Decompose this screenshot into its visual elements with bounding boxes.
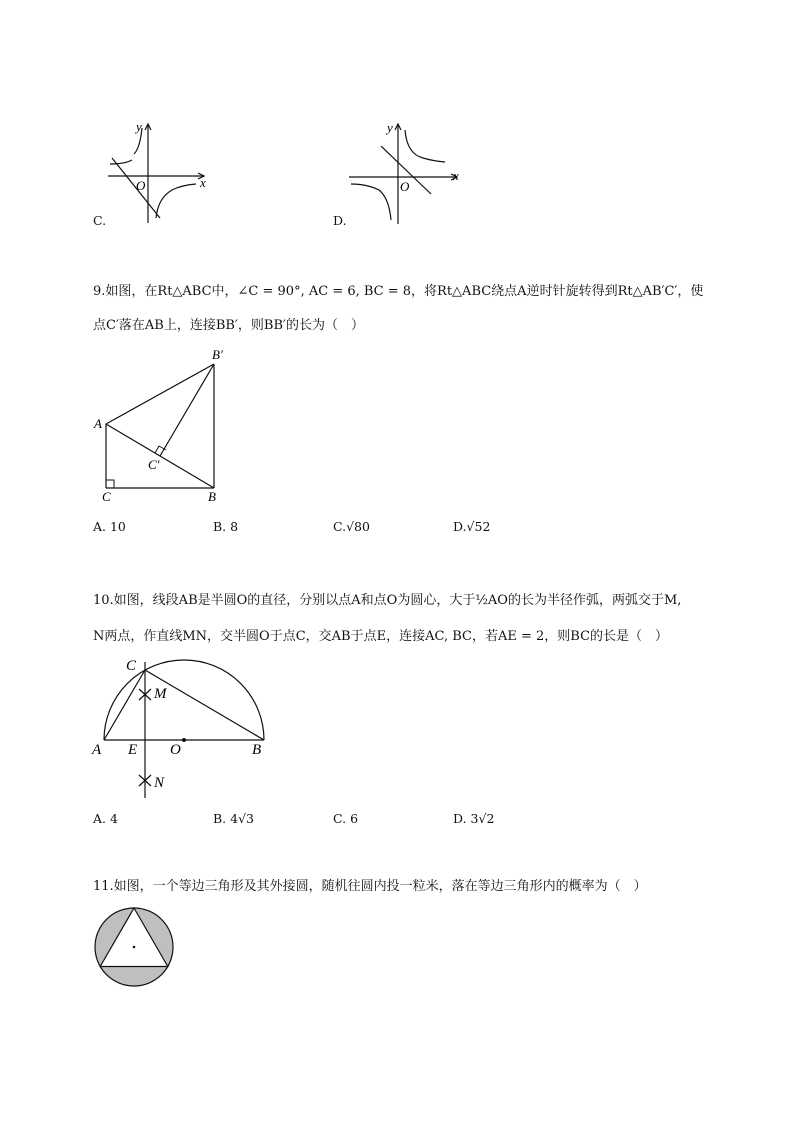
- q10-option-d: D. 3√2: [453, 811, 495, 826]
- graph-d-origin-label: O: [400, 179, 410, 194]
- q8-option-d: D.: [333, 213, 347, 228]
- q10-figure: [88, 650, 278, 805]
- q10-label-n: N: [154, 775, 165, 791]
- q9-option-c: C.√80: [333, 519, 370, 534]
- q9-label-b-prime: B′: [212, 347, 223, 362]
- q8-graph-c: [100, 118, 220, 228]
- q9-text-line-2: 点C′落在AB上，连接BB′，则BB′的长为（ ）: [93, 318, 364, 333]
- q10-option-b: B. 4√3: [213, 811, 255, 826]
- q8-option-c: C.: [93, 213, 107, 228]
- q10-option-a: A. 4: [93, 811, 118, 826]
- q10-label-e: E: [128, 742, 138, 758]
- q10-label-c: C: [126, 658, 137, 674]
- q8-graph-d: [345, 118, 470, 228]
- q10-option-c: C. 6: [333, 811, 359, 826]
- graph-c-origin-label: O: [136, 178, 146, 193]
- q9-option-d: D.√52: [453, 519, 491, 534]
- graph-c-x-label: x: [200, 175, 206, 190]
- q9-label-c-prime: C′: [148, 457, 160, 472]
- q10-label-a: A: [92, 742, 102, 758]
- q9-option-b: B. 8: [213, 519, 239, 534]
- graph-d-y-label: y: [387, 120, 393, 135]
- q10-label-b: B: [252, 742, 262, 758]
- q9-label-a: A: [94, 416, 102, 431]
- q10-label-m: M: [154, 686, 167, 702]
- graph-d-x-label: x: [453, 168, 459, 183]
- q10-text-line-2: N两点，作直线MN，交半圆O于点C，交AB于点E，连接AC, BC，若AE = 2，则BC的长是（ ）: [93, 629, 669, 644]
- graph-c-y-label: y: [136, 119, 142, 134]
- graph-c-figure: [100, 118, 220, 228]
- q11-figure: [92, 905, 176, 989]
- q11-text-line-1: 11.如图，一个等边三角形及其外接圆，随机往圆内投一粒米，落在等边三角形内的概率为（ ）: [93, 879, 647, 894]
- q9-text-line-1: 9.如图，在Rt△ABC中，∠C = 90°, AC = 6, BC = 8，将Rt△ABC绕点A逆时针旋转得到Rt△AB′C′，使: [93, 284, 704, 299]
- q9-figure: [88, 340, 238, 510]
- graph-d-figure: [345, 118, 470, 228]
- q10-text-line-1: 10.如图，线段AB是半圆O的直径，分别以点A和点O为圆心，大于½AO的长为半径作弧，两弧交于M,: [93, 593, 682, 608]
- q9-label-c: C: [102, 489, 111, 504]
- q10-label-o: O: [170, 742, 181, 758]
- q9-option-a: A. 10: [93, 519, 126, 534]
- q9-label-b: B: [208, 489, 216, 504]
